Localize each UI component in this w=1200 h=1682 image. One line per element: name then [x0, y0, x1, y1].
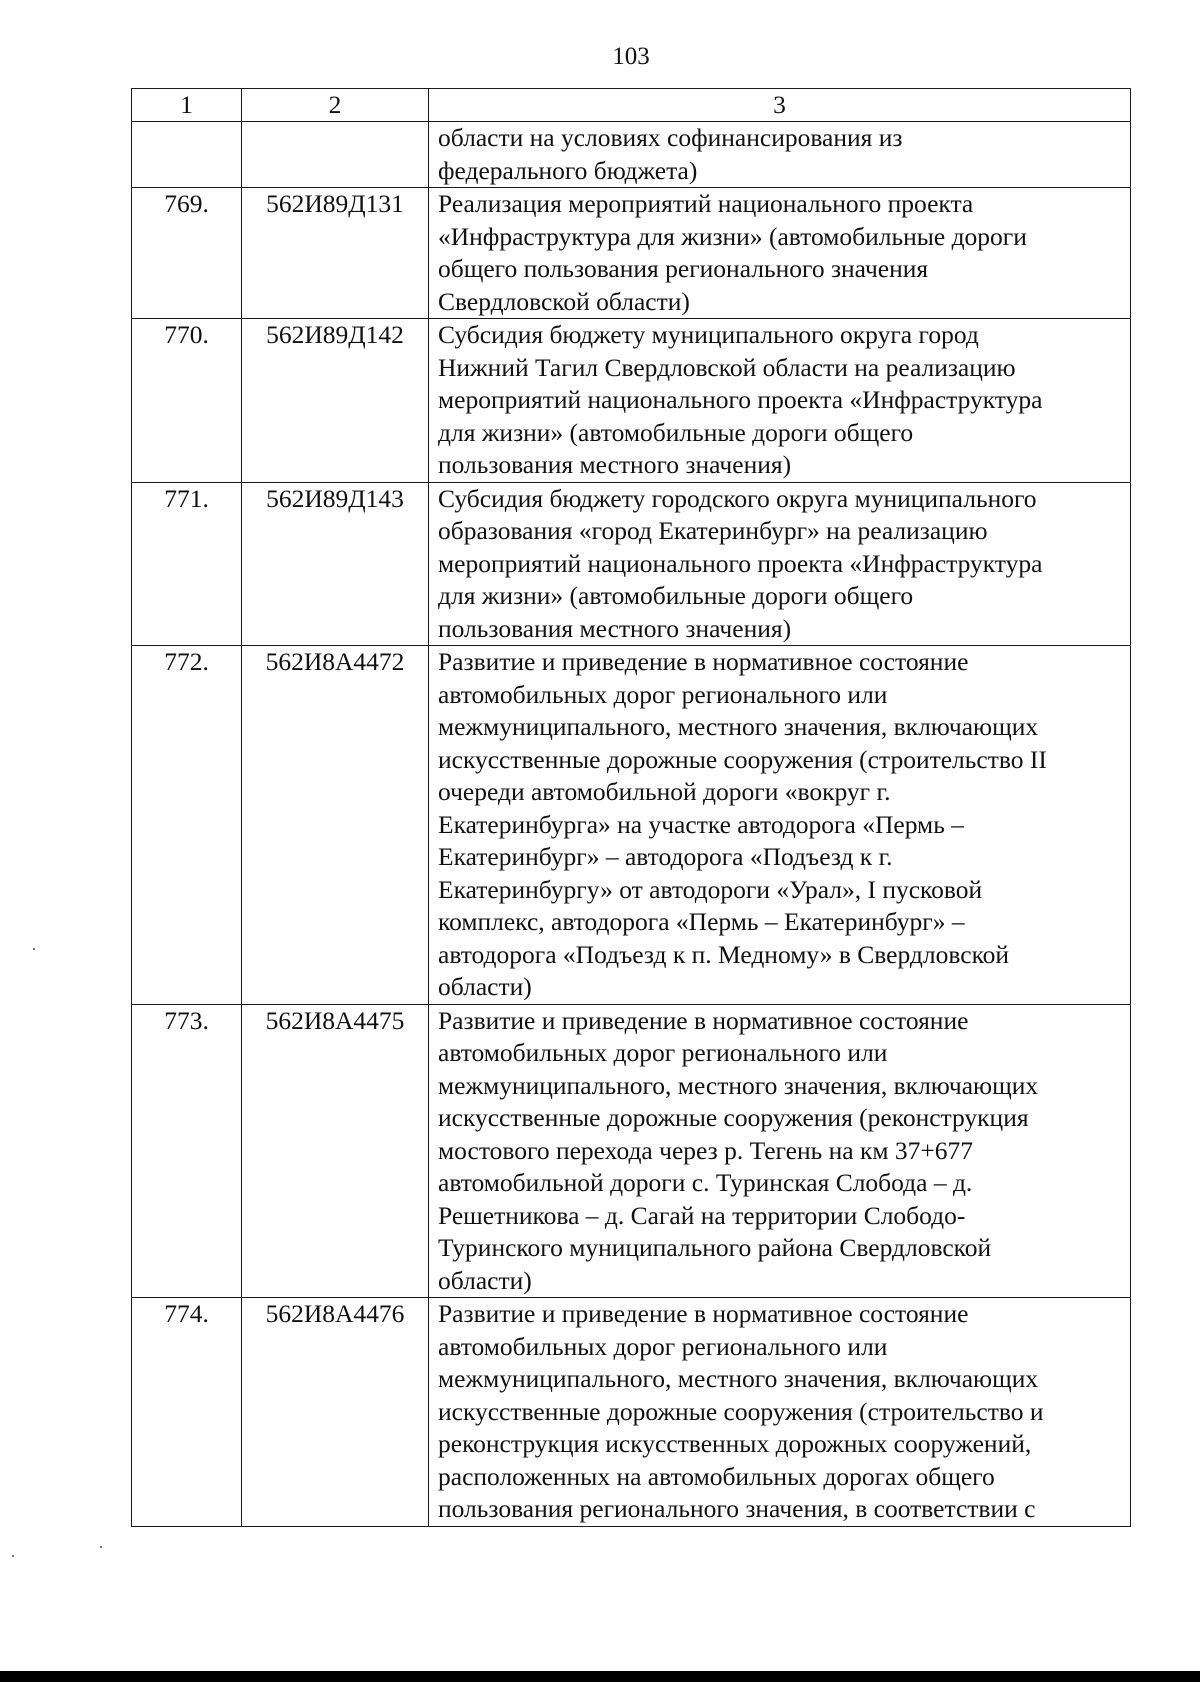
row-description: Реализация мероприятий национального проекта «Инфраструктура для жизни» (автомобильные дороги общего пользования регионального значения Свердловской области): [429, 188, 1131, 319]
row-number: [132, 122, 242, 188]
row-description: области на условиях софинансирования из федерального бюджета): [429, 122, 1131, 188]
row-number: 773.: [132, 1004, 242, 1298]
table-row: [132, 1298, 1131, 1527]
row-description: Субсидия бюджету городского округа муниципального образования «город Екатеринбург» на реализацию мероприятий национального проекта «Инфраструктура для жизни» (автомобильные дороги общего пользования местного значения): [429, 482, 1131, 646]
scan-speck: [12, 1555, 14, 1557]
row-code: 562И8А4475: [242, 1004, 429, 1298]
column-header-number: 1: [132, 89, 242, 122]
table-header-row: [132, 89, 1131, 122]
row-code: 562И89Д142: [242, 319, 429, 483]
row-number: 774.: [132, 1298, 242, 1527]
row-code: 562И8А4476: [242, 1298, 429, 1527]
scan-bottom-edge: [0, 1671, 1200, 1682]
column-header-description: 3: [429, 89, 1131, 122]
row-number: 770.: [132, 319, 242, 483]
page-number: 103: [612, 43, 650, 70]
row-code: 562И89Д131: [242, 188, 429, 319]
scan-speck: [33, 948, 35, 950]
row-description: Субсидия бюджету муниципального округа город Нижний Тагил Свердловской области на реализацию мероприятий национального проекта «Инфраструктура для жизни» (автомобильные дороги общего пользования местного значения): [429, 319, 1131, 483]
table-row: [132, 646, 1131, 1005]
row-code: 562И89Д143: [242, 482, 429, 646]
table-row: [132, 482, 1131, 646]
table-row: [132, 319, 1131, 483]
row-description: Развитие и приведение в нормативное состояние автомобильных дорог регионального или межмуниципального, местного значения, включающих искусственные дорожные сооружения (строительство II очереди автомобильной дороги «вокруг г. Екатеринбурга» на участке автодорога «Пермь – Екатеринбург» – автодорога «Подъезд к г. Екатеринбургу» от автодороги «Урал», I пусковой комплекс, автодорога «Пермь – Екатеринбург» – автодорога «Подъезд к п. Медному» в Свердловской области): [429, 646, 1131, 1005]
table-row: [132, 122, 1131, 188]
row-code: 562И8А4472: [242, 646, 429, 1005]
table-row: [132, 188, 1131, 319]
row-code: [242, 122, 429, 188]
table-row: [132, 1004, 1131, 1298]
row-number: 771.: [132, 482, 242, 646]
column-header-code: 2: [242, 89, 429, 122]
row-description: Развитие и приведение в нормативное состояние автомобильных дорог регионального или межмуниципального, местного значения, включающих искусственные дорожные сооружения (реконструкция мостового перехода через р. Тегень на км 37+677 автомобильной дороги с. Туринская Слобода – д. Решетникова – д. Сагай на территории Слободо- Туринского муниципального района Свердловской области): [429, 1004, 1131, 1298]
row-description: Развитие и приведение в нормативное состояние автомобильных дорог регионального или межмуниципального, местного значения, включающих искусственные дорожные сооружения (строительство и реконструкция искусственных дорожных сооружений, расположенных на автомобильных дорогах общего пользования регионального значения, в соответствии с: [429, 1298, 1131, 1527]
scan-speck: [100, 1546, 102, 1548]
row-number: 772.: [132, 646, 242, 1005]
row-number: 769.: [132, 188, 242, 319]
budget-classification-table: [131, 88, 1131, 1527]
